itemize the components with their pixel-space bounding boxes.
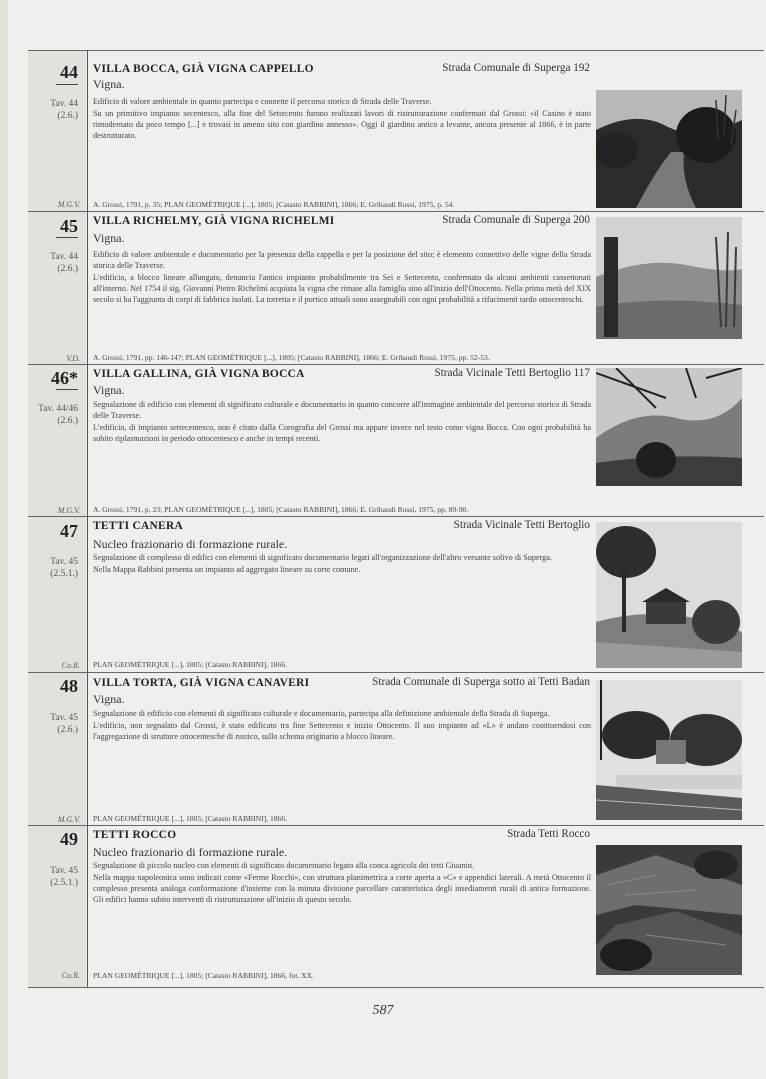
- author-initials: M.G.V.: [57, 200, 80, 209]
- author-initials: V.D.: [66, 354, 80, 363]
- entry-title: VILLA RICHELMY, GIÀ VIGNA RICHELMI: [93, 215, 335, 227]
- entry-number: 45: [60, 216, 78, 236]
- photo-tree-house-slope: [596, 522, 742, 668]
- tavola-reference: [28, 865, 78, 889]
- bibliographic-references: A. Grossi, 1791, pp. 146-147; PLAN GEOMÉTRIQUE [...], 1805; [Catasto RABBINI], 1866; E. Gribaudi Rossi, 1975, pp. 52-53.: [93, 353, 490, 362]
- photo-roofs-aerial: [596, 845, 742, 975]
- page-number: 587: [372, 1003, 394, 1018]
- entry-number-rule: [56, 389, 78, 390]
- description-paragraph: Nella Mappa Rabbini presenta un impianto ad aggregato lineare su corte comune.: [93, 565, 361, 574]
- tavola-reference: [28, 712, 78, 736]
- entry-description: [93, 708, 591, 743]
- tavola-label: Tav. 44/46: [38, 404, 78, 414]
- bibliographic-references: PLAN GEOMÉTRIQUE [...], 1805; [Catasto RABBINI], 1866.: [93, 814, 288, 823]
- entry-photo: [596, 368, 742, 486]
- photo-villa-road: [596, 680, 742, 820]
- description-paragraph: L'edificio, di impianto settecentesco, non è citato dalla Corografia del Grossi ma appare invece nel testo come vigna Bocca. Con ogni probabilità ha subito riplasmazioni in periodo ottocentesco e anche in tempi recenti.: [93, 423, 591, 443]
- entry-photo: [596, 217, 742, 339]
- entry-description: [93, 552, 591, 576]
- entry-subtitle: Vigna.: [93, 77, 125, 91]
- category-code: (2.6.): [57, 725, 78, 735]
- bibliographic-references: PLAN GEOMÉTRIQUE [...], 1805; [Catasto RABBINI], 1866, fot. XX.: [93, 971, 315, 980]
- entry-location: Strada Vicinale Tetti Bertoglio 117: [434, 367, 590, 379]
- category-code: (2.5.1.): [50, 878, 78, 888]
- author-initials: Co.R.: [61, 971, 80, 980]
- photo-hills-branches: [596, 368, 742, 486]
- entry-location: Strada Tetti Rocco: [507, 828, 590, 840]
- row-rule: [28, 825, 764, 826]
- entry-number-rule: [56, 237, 78, 238]
- description-paragraph: Segnalazione di edificio con elementi di significato culturale e documentario in quanto concorre all'immagine ambientale del percorso storico di Strada delle Traverse.: [93, 400, 591, 420]
- bibliographic-references: A. Grossi, 1791, p. 23; PLAN GEOMÉTRIQUE [...], 1805; [Catasto RABBINI], 1866; E. Gribaudi Rossi, 1975, pp. 89-90.: [93, 505, 469, 514]
- author-initials: Co.R.: [61, 661, 80, 670]
- tavola-label: Tav. 45: [50, 713, 78, 723]
- author-initials: M.G.V.: [57, 815, 80, 824]
- tavola-reference: [28, 98, 78, 122]
- tavola-reference: [28, 556, 78, 580]
- photo-road-trees: [596, 90, 742, 208]
- entry-description: [93, 860, 591, 906]
- entry-subtitle: Nucleo frazionario di formazione rurale.: [93, 537, 288, 551]
- entry-location: Strada Vicinale Tetti Bertoglio: [453, 519, 590, 531]
- tavola-label: Tav. 45: [50, 866, 78, 876]
- tavola-label: Tav. 45: [50, 557, 78, 567]
- row-rule: [28, 50, 764, 51]
- description-paragraph: Su un primitivo impianto secentesco, alla fine del Settecento furono realizzati lavori di ristrutturazione confermati dal Grossi: «il Casino è stato rimodernato da poco tempo [...] e trovasi in ameno sito con giardino annesso». Oggi il giardino antico a levante, ancora presente al 1866, è in parte destrutturato.: [93, 109, 591, 140]
- description-paragraph: L'edificio, non segnalato dal Grossi, è stato edificato tra fine Settecento e inizio Ottocento. Il suo impianto ad «L» è andato costituendosi con l'aggregazione di strutture ottocentesche di rustico, sullo schema originario a blocco lineare.: [93, 721, 591, 741]
- author-initials: M.G.V.: [57, 506, 80, 515]
- bibliographic-references: A. Grossi, 1791, p. 35; PLAN GEOMÉTRIQUE [...], 1805; [Catasto RABBINI], 1866; E. Gribaudi Rossi, 1975, p. 54.: [93, 200, 455, 209]
- row-rule: [28, 364, 764, 365]
- entry-description: [93, 249, 591, 306]
- entry-location: Strada Comunale di Superga 192: [442, 62, 590, 74]
- entry-location: Strada Comunale di Superga 200: [442, 214, 590, 226]
- category-code: (2.6.): [57, 111, 78, 121]
- row-rule: [28, 987, 764, 988]
- row-rule: [28, 211, 764, 212]
- entry-title: TETTI ROCCO: [93, 829, 177, 841]
- category-code: (2.6.): [57, 264, 78, 274]
- description-paragraph: Segnalazione di complesso di edifici con elementi di significato documentario legati all'organizzazione dell'altro versante solivo di Superga.: [93, 553, 552, 562]
- page-spine-shadow: [0, 0, 8, 1079]
- tavola-label: Tav. 44: [50, 99, 78, 109]
- entry-subtitle: Nucleo frazionario di formazione rurale.: [93, 845, 288, 859]
- entry-number: 48: [60, 676, 78, 696]
- entry-number: 44: [60, 62, 78, 82]
- entry-subtitle: Vigna.: [93, 231, 125, 245]
- description-paragraph: Edificio di valore ambientale in quanto partecipa e connette il percorso storico di Strada delle Traverse.: [93, 97, 432, 106]
- entry-description: [93, 399, 591, 445]
- entry-subtitle: Vigna.: [93, 692, 125, 706]
- tavola-label: Tav. 44: [50, 252, 78, 262]
- entry-title: VILLA BOCCA, GIÀ VIGNA CAPPELLO: [93, 63, 314, 75]
- entry-photo: [596, 845, 742, 975]
- description-paragraph: Edificio di valore ambientale e documentario per la presenza della cappella e per la posizione del sito; è elemento connettivo delle vigne della Strada storica delle Traverse.: [93, 250, 591, 270]
- bibliographic-references: PLAN GEOMÉTRIQUE [...], 1805; [Catasto RABBINI], 1866.: [93, 660, 288, 669]
- entry-title: VILLA GALLINA, GIÀ VIGNA BOCCA: [93, 368, 305, 380]
- entry-title: VILLA TORTA, GIÀ VIGNA CANAVERI: [93, 677, 310, 689]
- entry-photo: [596, 680, 742, 820]
- entry-title: TETTI CANERA: [93, 520, 183, 532]
- entry-number: 46*: [51, 368, 78, 388]
- category-code: (2.5.1.): [50, 569, 78, 579]
- entry-number-rule: [56, 84, 78, 85]
- entry-photo: [596, 90, 742, 208]
- description-paragraph: Nella mappa napoleonica sono indicati come «Ferme Rocchi», con struttura planimetrica a corte aperta a «C» e appendici laterali. A metà Ottocento il complesso presenta analoga conformazione d'insieme con la minuta divisione parcellare caratteristica degli insediamenti rurali di antica formazione. Gli edifici hanno subito interventi di ristrutturazione all'inizio di questo secolo.: [93, 873, 591, 904]
- entry-location: Strada Comunale di Superga sotto ai Tetti Badan: [372, 676, 590, 688]
- entry-number: 47: [60, 521, 78, 541]
- entry-description: [93, 96, 591, 142]
- tavola-reference: [28, 403, 78, 427]
- entry-photo: [596, 522, 742, 668]
- entry-subtitle: Vigna.: [93, 383, 125, 397]
- description-paragraph: Segnalazione di piccolo nucleo con elementi di significato documentario legato alla conca agricola dei tetti Giuanin.: [93, 861, 475, 870]
- column-divider: [87, 50, 88, 987]
- category-code: (2.6.): [57, 416, 78, 426]
- photo-hillside-view: [596, 217, 742, 339]
- row-rule: [28, 516, 764, 517]
- row-rule: [28, 672, 764, 673]
- tavola-reference: [28, 251, 78, 275]
- description-paragraph: Segnalazione di edificio con elementi di significato culturale e documentario, partecipa alla definizione ambientale della Strada di Superga.: [93, 709, 550, 718]
- entry-number: 49: [60, 829, 78, 849]
- description-paragraph: L'edificio, a blocco lineare allungato, denuncia l'antico impianto probabilmente tra Sei e Settecento, confermato da alcuni ambienti cassettonati all'interno. Nel 1754 il sig. Giovanni Pietro Richelmi acquista la vigna che rimase alla famiglia sino all'inizio dell'Ottocento. Nella prima metà del XIX secolo si ha l'aggiunta di corpi di fabbrica isolati. La torretta e il portico attuali sono assegnabili con ogni probabilità a rifacimenti tardo ottocenteschi.: [93, 273, 591, 304]
